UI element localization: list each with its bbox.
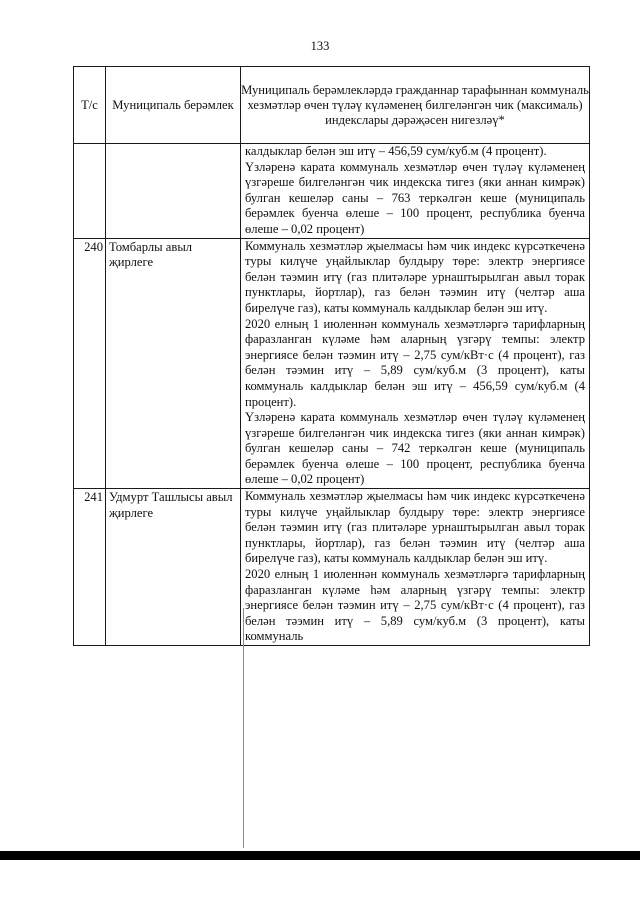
paragraph: калдыклар белән эш итү – 456,59 сум/куб.м (4 процент). bbox=[245, 144, 547, 158]
row-municipality: Томбарлы авыл җирлеге bbox=[106, 238, 241, 489]
row-indices bbox=[241, 238, 590, 489]
row-num: 240 bbox=[74, 238, 106, 489]
page-bottom-margin bbox=[0, 860, 640, 905]
paragraph: 2020 елның 1 июленнән коммуналь хезмәтләргә тарифларның фаразланган күләме һәм аларның үзгәрү темпы: электр энергиясе белән тәэмин итү – 2,75 сум/кВт·с (4 процент), газ белән тәэмин итү – 5,89 сум/куб.м (3 процент), каты коммуналь калдыклар белән эш итү – 456,59 сум/куб.м (4 процент). bbox=[245, 316, 585, 409]
paragraph: Коммуналь хезмәтләр җыелмасы һәм чик индекс күрсәткеченә туры килүче уңайлыклар булдыру төре: электр энергиясе белән тәэмин итү (газ плитәләре урнаштырылган авыл торак пунктлары, йортлар), газ белән тәэмин итү (челтәр аша бирелүче газ), каты коммуналь калдыклар белән эш итү. bbox=[245, 489, 585, 566]
row-municipality: Удмурт Ташлысы авыл җирлеге bbox=[106, 489, 241, 646]
paragraph: Үзләренә карата коммуналь хезмәтләр өчен түләү күләменең үзгәреше билгеләнгән чик индекска тигез (яки аннан кимрәк) булган кешеләр саны – 742 теркәлгән кеше (муниципаль берәмлек буенча өлеше – 100 процент, республика буенча өлеше – 0,02 процент) bbox=[245, 410, 585, 487]
tariff-index-table bbox=[73, 66, 590, 646]
scan-bottom-edge bbox=[0, 851, 640, 860]
header-num: Т/с bbox=[74, 67, 106, 144]
scan-artifact-line bbox=[243, 608, 244, 848]
row-num: 241 bbox=[74, 489, 106, 646]
paragraph: Коммуналь хезмәтләр җыелмасы һәм чик индекс күрсәткеченә туры килүче уңайлыклар булдыру төре: электр энергиясе белән тәэмин итү (газ плитәләре урнаштырылган авыл торак пунктлары, йортлар), газ белән тәэмин итү (челтәр аша бирелүче газ), каты коммуналь калдыклар белән эш итү. bbox=[245, 238, 585, 315]
table-row bbox=[74, 144, 590, 239]
row-indices bbox=[241, 489, 590, 646]
row-num bbox=[74, 144, 106, 239]
row-municipality bbox=[106, 144, 241, 239]
paragraph: 2020 елның 1 июленнән коммуналь хезмәтләргә тарифларның фаразланган күләме һәм аларның үзгәрү темпы: электр энергиясе белән тәэмин итү – 2,75 сум/кВт·с (4 процент), газ белән тәэмин итү – 5,89 сум/куб.м (3 процент), каты коммуналь bbox=[245, 567, 585, 644]
table-row bbox=[74, 238, 590, 489]
header-indices: Муниципаль берәмлекләрдә гражданнар тарафыннан коммуналь хезмәтләр өчен түләү күләменең билгеләнгән чик (максималь) индекслары дәрәҗәсен нигезләү* bbox=[241, 67, 590, 144]
header-municipality: Муниципаль берәмлек bbox=[106, 67, 241, 144]
row-indices bbox=[241, 144, 590, 239]
paragraph: Үзләренә карата коммуналь хезмәтләр өчен түләү күләменең үзгәреше билгеләнгән чик индекска тигез (яки аннан кимрәк) булган кешеләр саны – 763 теркәлгән кеше (муниципаль берәмлек буенча өлеше – 100 процент, республика буенча өлеше – 0,02 процент) bbox=[245, 159, 585, 236]
table-header-row bbox=[74, 67, 590, 144]
page-number: 133 bbox=[310, 39, 330, 53]
table-row bbox=[74, 489, 590, 646]
